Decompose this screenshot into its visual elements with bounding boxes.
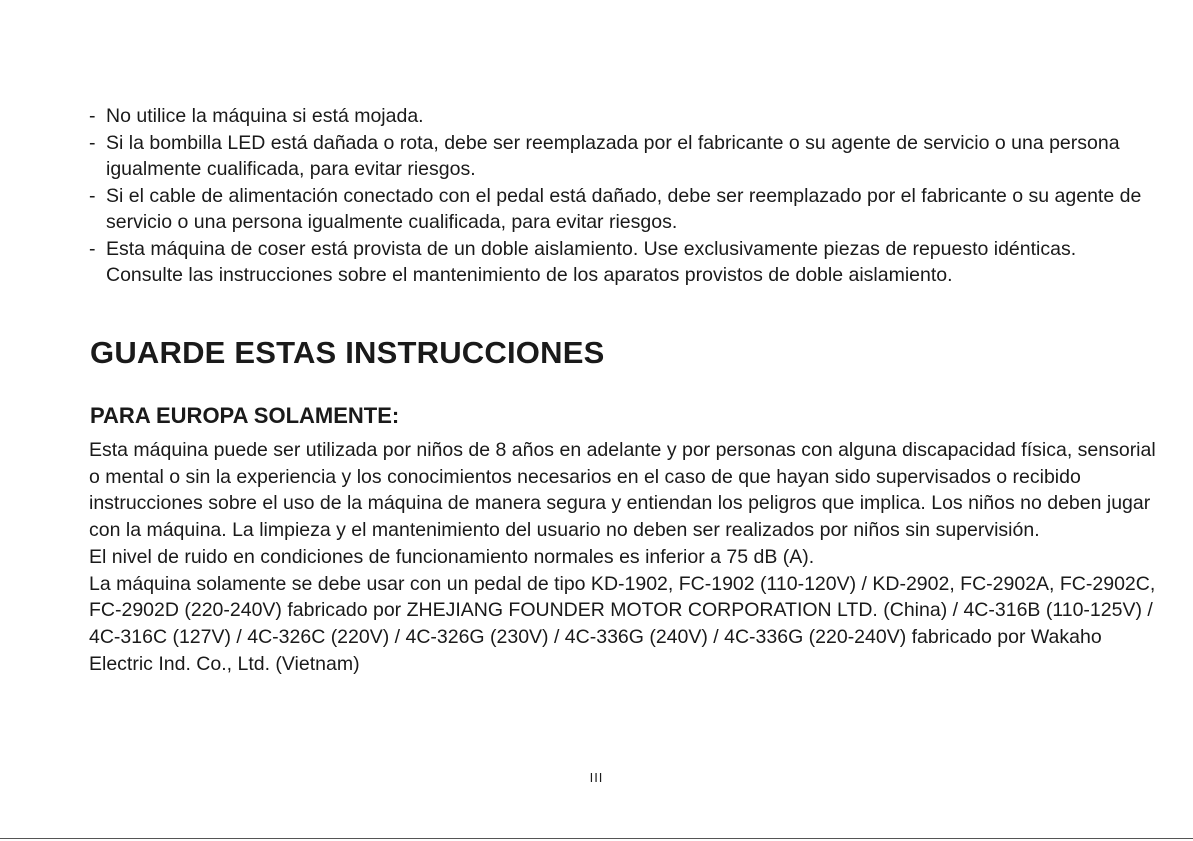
europe-section-body [89,437,1159,677]
warning-item [89,236,1149,289]
warning-item [89,130,1149,183]
bullet-dash: - [89,131,96,154]
warning-text: Si el cable de alimentación conectado con el pedal está dañado, debe ser reemplazado por el fabricante o su agente de servicio o una persona igualmente cualificada, para evitar riesgos. [106,184,1142,233]
warning-text: Si la bombilla LED está dañada o rota, debe ser reemplazada por el fabricante o su agente de servicio o una persona igualmente cualificada, para evitar riesgos. [106,131,1120,180]
bullet-dash: - [89,184,96,207]
safety-warning-list [89,103,1149,289]
bottom-divider [0,838,1193,839]
bullet-dash: - [89,237,96,260]
foot-pedal-paragraph: La máquina solamente se debe usar con un pedal de tipo KD-1902, FC-1902 (110-120V) / KD-2902, FC-2902A, FC-2902C, FC-2902D (220-240V) fabricado por ZHEJIANG FOUNDER MOTOR CORPORATION LTD. (China) / 4C-316B (110-125V) / 4C-316C (127V) / 4C-326C (220V) / 4C-326G (230V) / 4C-336G (240V) / 4C-336G (220-240V) fabricado por Wakaho Electric Ind. Co., Ltd. (Vietnam) [89,572,1156,675]
warning-text: No utilice la máquina si está mojada. [106,105,424,127]
children-supervision-paragraph: Esta máquina puede ser utilizada por niños de 8 años en adelante y por personas con alguna discapacidad física, sensorial o mental o sin la experiencia y los conocimientos necesarios en el caso de que hayan sido supervisados o recibido instrucciones sobre el uso de la máquina de manera segura y entiendan los peligros que implica. Los niños no deben jugar con la máquina. La limpieza y el mantenimiento del usuario no deben ser realizados por niños sin supervisión. [89,439,1156,542]
europe-only-heading: PARA EUROPA SOLAMENTE: [90,403,400,428]
warning-item [89,103,1149,130]
warning-text: Esta máquina de coser está provista de un doble aislamiento. Use exclusivamente piezas de repuesto idénticas. Consulte las instrucciones sobre el mantenimiento de los aparatos provistos de doble aislamiento. [106,237,1077,286]
save-instructions-heading: GUARDE ESTAS INSTRUCCIONES [90,335,605,370]
warning-item [89,183,1149,236]
page-number: III [589,770,604,785]
noise-level-paragraph: El nivel de ruido en condiciones de funcionamiento normales es inferior a 75 dB (A). [89,545,815,568]
bullet-dash: - [89,105,96,127]
